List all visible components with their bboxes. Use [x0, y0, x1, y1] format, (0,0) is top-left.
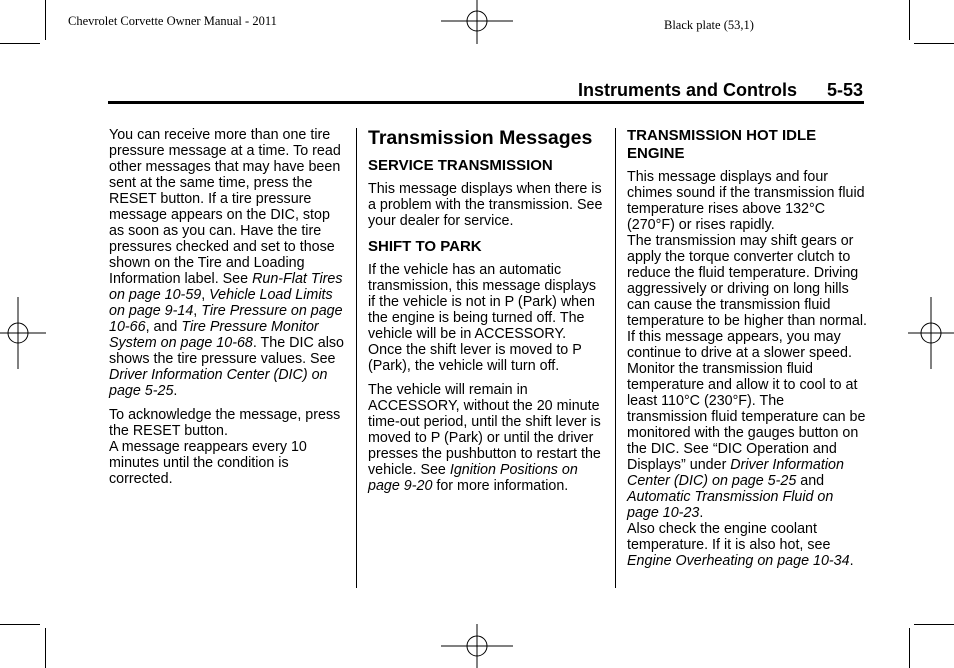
cross-reference: Automatic Transmission Fluid on page 10-23 [627, 489, 834, 521]
registration-mark-left [0, 297, 46, 369]
registration-mark-top [441, 0, 513, 44]
print-meta-plate: Black plate (53,1) [664, 18, 754, 32]
crop-mark-top-right-v [909, 0, 910, 40]
reappear-paragraph: A message reappears every 10 minutes until the condition is corrected. [109, 439, 307, 487]
crop-mark-top-left-v [45, 0, 46, 40]
column-2 [368, 127, 606, 502]
print-meta-title: Chevrolet Corvette Owner Manual - 2011 [68, 14, 277, 28]
shift-to-park-text-1: If the vehicle has an automatic transmission, this message displays if the vehicle is not in P (Park) when the engine is being turned off. The vehicle will be in ACCESSORY. [368, 262, 597, 342]
registration-mark-right [908, 297, 954, 369]
cross-reference: Driver Information Center (DIC) on page 5-25 [627, 457, 844, 489]
cross-reference: Driver Information Center (DIC) on page 5-25 [109, 367, 328, 399]
crop-mark-top-right-h [914, 43, 954, 44]
crop-mark-bottom-right-v [909, 628, 910, 668]
crop-mark-top-left-h [0, 43, 40, 44]
cross-reference: Tire Pressure on page 10-66 [109, 303, 343, 335]
section-title: Instruments and Controls [577, 80, 797, 100]
service-transmission-heading: SERVICE TRANSMISSION [368, 157, 553, 174]
page-number: 5-53 [826, 80, 863, 100]
crop-mark-bottom-right-h [914, 624, 954, 625]
acknowledge-paragraph: To acknowledge the message, press the RESET button. [109, 407, 341, 439]
tire-pressure-paragraph: You can receive more than one tire pressure message at a time. To read other messages that may have been sent at the same time, press the RESET button. If a tire pressure message appears on the DIC, stop as soon as you can. Have the tire pressures checked and set to those shown on the Tire and Loading Information label. See Run-Flat Tires on page 10-59, Vehicle Load Limits on page 9-14, Tire Pressure on page 10-66, and Tire Pressure Monitor System on page 10-68. The DIC also shows the tire pressure values. See Driver Information Center (DIC) on page 5-25. [109, 127, 344, 399]
column-1 [109, 127, 345, 495]
header-rule [108, 101, 864, 104]
section-heading: Transmission Messages [368, 127, 593, 149]
hot-idle-text-1: This message displays and four chimes sound if the transmission fluid temperature rises above 132°C (270°F) or rises rapidly. [627, 169, 865, 233]
cross-reference: Vehicle Load Limits on page 9-14 [109, 287, 333, 319]
cross-reference: Run-Flat Tires on page 10-59 [109, 271, 343, 303]
crop-mark-bottom-left-h [0, 624, 40, 625]
column-3 [627, 127, 867, 577]
hot-idle-text-3: Also check the engine coolant temperature. If it is also hot, see Engine Overheating on page 10-34. [627, 521, 854, 569]
cross-reference: Tire Pressure Monitor System on page 10-68 [109, 319, 319, 351]
shift-to-park-text-2: Once the shift lever is moved to P (Park), the vehicle will turn off. [368, 342, 582, 374]
column-divider-1 [356, 128, 357, 588]
column-divider-2 [615, 128, 616, 588]
service-transmission-text: This message displays when there is a problem with the transmission. See your dealer for service. [368, 181, 603, 229]
crop-mark-bottom-left-v [45, 628, 46, 668]
hot-idle-heading: TRANSMISSION HOT IDLE ENGINE [627, 127, 817, 162]
shift-to-park-text-3: The vehicle will remain in ACCESSORY, without the 20 minute time-out period, until the shift lever is moved to P (Park) or until the driver presses the pushbutton to restart the vehicle. See Ignition Positions on page 9-20 for more information. [368, 382, 601, 494]
hot-idle-text-2: The transmission may shift gears or apply the torque converter clutch to reduce the fluid temperature. Driving aggressively or driving on long hills can cause the transmission fluid temperature to be higher than normal. If this message appears, you may continue to drive at a slower speed. Monitor the transmission fluid temperature and allow it to cool to at least 110°C (230°F). The transmission fluid temperature can be monitored with the gauges button on the DIC. See “DIC Operation and Displays” under Driver Information Center (DIC) on page 5-25 and Automatic Transmission Fluid on page 10-23. [627, 233, 868, 521]
cross-reference: Ignition Positions on page 9-20 [368, 462, 578, 494]
shift-to-park-heading: SHIFT TO PARK [368, 238, 482, 255]
cross-reference: Engine Overheating on page 10-34 [627, 553, 850, 569]
running-header [578, 80, 863, 101]
registration-mark-bottom [441, 624, 513, 668]
